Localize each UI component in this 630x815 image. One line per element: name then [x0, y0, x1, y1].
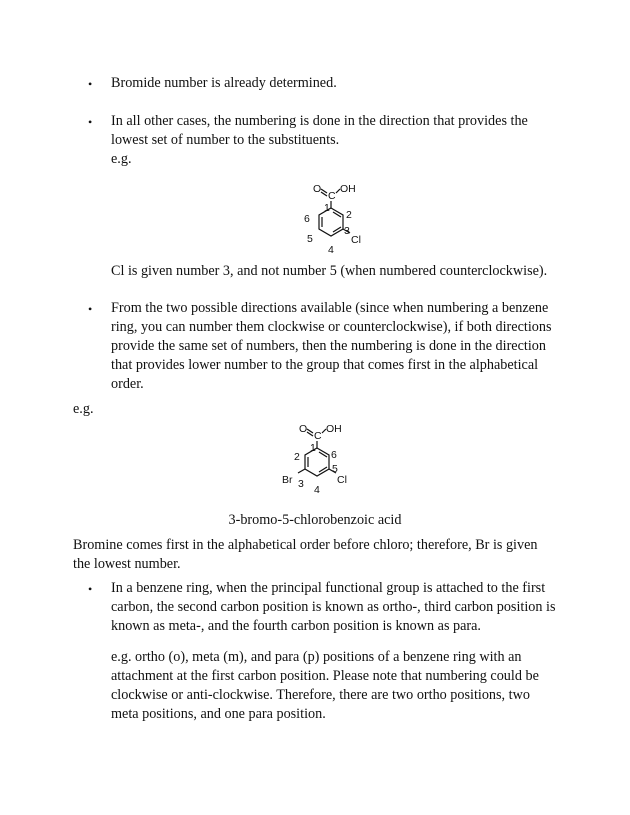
oxygen-label: O — [299, 423, 308, 435]
structure-chlorobenzoic-acid — [290, 180, 370, 262]
hydroxyl-label: OH — [340, 183, 356, 195]
carbon-label: C — [328, 190, 336, 202]
compound-name: 3-bromo-5-chlorobenzoic acid — [228, 512, 402, 528]
position-number: 2 — [346, 209, 352, 221]
chlorine-label: Cl — [351, 234, 361, 246]
bullet-text-alphabetical: From the two possible directions available (since when numbering a benzene ring, you can number them clockwise or counterclockwise), if both directions provide the same set of numbers, then the numbering is done in the direction that provides lower number to the group that comes first in the alphabetical order. — [111, 300, 552, 392]
ring-br-bond — [298, 469, 305, 473]
position-number: 5 — [307, 233, 313, 245]
ortho-meta-para-example: e.g. ortho (o), meta (m), and para (p) positions of a benzene ring with an attachment at the first carbon position. Please note that numbering could be clockwise or anti-clockwise. Therefore, there are two ortho positions, two meta positions, and one para position. — [111, 649, 539, 722]
bullet-marker: • — [88, 115, 93, 129]
chlorine-label: Cl — [337, 474, 347, 486]
benzene-ring — [319, 208, 343, 236]
bullet-marker: • — [88, 302, 93, 316]
bullet-marker: • — [88, 582, 93, 596]
bullet-text-ortho-meta-para: In a benzene ring, when the principal functional group is attached to the first carbon, the second carbon position is known as ortho-, third carbon position is known as meta-, and the fourth carbon position is known as para. — [111, 580, 556, 634]
position-number: 1 — [310, 442, 316, 454]
position-number: 4 — [314, 484, 320, 496]
position-number: 1 — [324, 202, 330, 214]
structure-bromochlorobenzoic-acid — [276, 420, 366, 502]
numbering-note: Cl is given number 3, and not number 5 (when numbered counterclockwise). — [111, 263, 548, 279]
carbon-label: C — [314, 430, 322, 442]
eg-label: e.g. — [73, 401, 94, 417]
position-number: 2 — [294, 451, 300, 463]
position-number: 3 — [298, 478, 304, 490]
bullet-text-lowest-set: In all other cases, the numbering is done in the direction that provides the lowest set of number to the substituents. — [111, 113, 528, 148]
position-number: 6 — [304, 213, 310, 225]
oxygen-label: O — [313, 183, 322, 195]
bullet-text-bromide: Bromide number is already determined. — [111, 75, 337, 91]
bullet-marker: • — [88, 77, 93, 91]
benzene-ring — [305, 448, 329, 476]
bromine-label: Br — [282, 474, 293, 486]
hydroxyl-label: OH — [326, 423, 342, 435]
position-number: 5 — [332, 463, 338, 475]
position-number: 3 — [344, 225, 350, 237]
position-number: 6 — [331, 449, 337, 461]
bromine-explanation: Bromine comes first in the alphabetical order before chloro; therefore, Br is given the lowest number. — [73, 537, 538, 572]
eg-label: e.g. — [111, 151, 132, 167]
position-number: 4 — [328, 244, 334, 256]
